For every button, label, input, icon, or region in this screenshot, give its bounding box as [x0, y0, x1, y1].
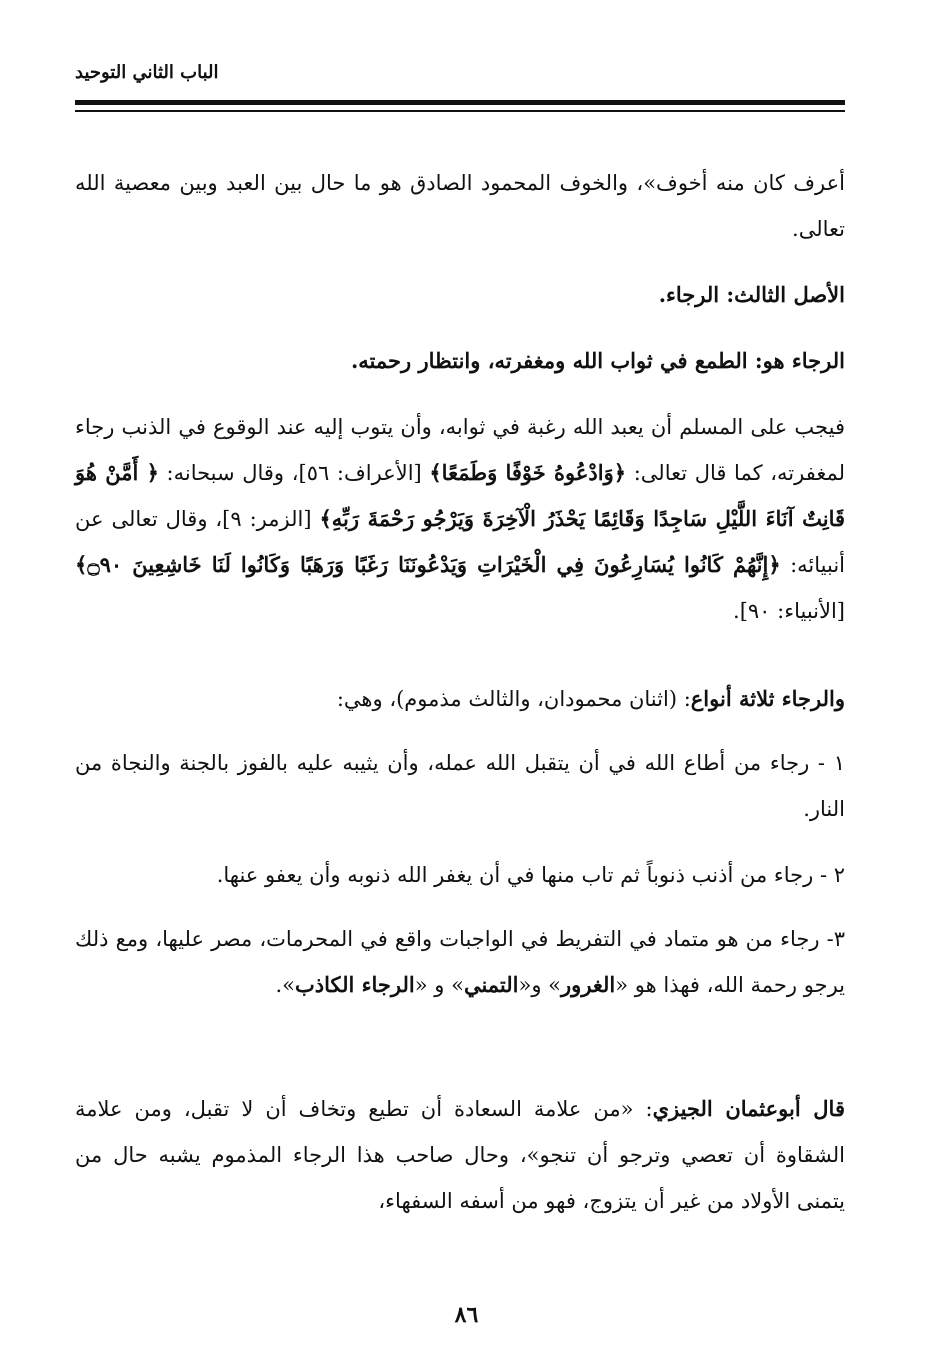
- list-item-text: ١ - رجاء من أطاع الله في أن يتقبل الله عمله، وأن يثيبه عليه بالفوز بالجنة والنجاة من النار.: [75, 751, 845, 821]
- item3-text-a: ٣- رجاء من هو متماد في التفريط في الواجبات واقع في المحرمات، مصر عليها، ومع ذلك يرجو رحمة الله، فهذا هو «: [75, 927, 845, 997]
- list-item-text: ٢ - رجاء من أذنب ذنوباً ثم تاب منها في أن يغفر الله ذنوبه وأن يعفو عنها.: [216, 863, 845, 887]
- paragraph-hope-evidence: [75, 404, 845, 634]
- definition-line: [75, 338, 845, 384]
- header-rule-thin: [75, 110, 845, 112]
- item3-term-false-hope: الرجاء الكاذب: [295, 972, 415, 997]
- evidence-text-a: فيجب على المسلم أن يعبد الله رغبة في ثوابه، وأن يتوب إليه عند الوقوع في الذنب رجاء لمغفرته، كما قال تعالى:: [75, 415, 846, 485]
- evidence-text-c: [الزمر: ٩]، وقال تعالى عن أنبيائه:: [75, 507, 846, 577]
- item3-text-d: ».: [275, 973, 295, 997]
- types-intro: [75, 676, 845, 722]
- quote-speaker: قال أبوعثمان الجيزي: [652, 1096, 845, 1121]
- item3-text-c: » و «: [414, 973, 464, 997]
- quran-verse-anbiya: ﴿إِنَّهُمْ كَانُوا يُسَارِعُونَ فِي الْخَيْرَاتِ وَيَدْعُونَنَا رَغَبًا وَرَهَبًا وَكَانُوا لَنَا خَاشِعِينَ ۝٩٠﴾: [75, 552, 781, 577]
- paragraph-text: أعرف كان منه أخوف»، والخوف المحمود الصادق هو ما حال بين العبد وبين معصية الله تعالى.: [75, 171, 845, 241]
- definition-text: الرجاء هو: الطمع في ثواب الله ومغفرته، وانتظار رحمته.: [350, 348, 845, 373]
- paragraph-evidence: [75, 404, 845, 634]
- evidence-text-b: [الأعراف: ٥٦]، وقال سبحانه:: [158, 461, 430, 485]
- quran-verse-zumar: ﴿ أَمَّنْ هُوَ قَانِتٌ آنَاءَ اللَّيْلِ سَاجِدًا وَقَائِمًا يَحْذَرُ الْآخِرَةَ وَيَرْجُو رَحْمَةَ رَبِّهِ﴾: [75, 460, 846, 531]
- list-item-3: [75, 916, 845, 1008]
- list-item-2: [75, 852, 845, 898]
- item3-text-b: » و«: [518, 973, 562, 997]
- quote-text: : «من علامة السعادة أن تطيع وتخاف أن لا تقبل، ومن علامة الشقاوة أن تعصي وترجو أن تنجو»، وحال صاحب هذا الرجاء المذموم يشبه حال من يتمنى الأولاد من غير أن يتزوج، فهو من أسفه السفهاء،: [75, 1097, 845, 1213]
- types-intro-rest: : (اثنان محمودان، والثالث مذموم)، وهي:: [336, 687, 691, 711]
- section-heading: [75, 272, 845, 318]
- quran-verse-araf: ﴿وَادْعُوهُ خَوْفًا وَطَمَعًا﴾: [429, 460, 627, 485]
- item3-term-tamanni: التمني: [463, 972, 519, 997]
- heading-text: الأصل الثالث: الرجاء.: [658, 282, 845, 307]
- page-number: ٨٦: [454, 1302, 479, 1328]
- paragraph-fear-continuation: [75, 160, 845, 252]
- list-item-1: [75, 740, 845, 832]
- quote-abu-uthman: [75, 1086, 845, 1224]
- running-header: الباب الثاني التوحيد: [75, 62, 219, 83]
- item3-term-ghurur: الغرور: [561, 972, 616, 997]
- header-rule-thick: [75, 100, 845, 105]
- evidence-text-d: [الأنبياء: ٩٠].: [733, 599, 845, 623]
- types-intro-bold: والرجاء ثلاثة أنواع: [690, 686, 845, 711]
